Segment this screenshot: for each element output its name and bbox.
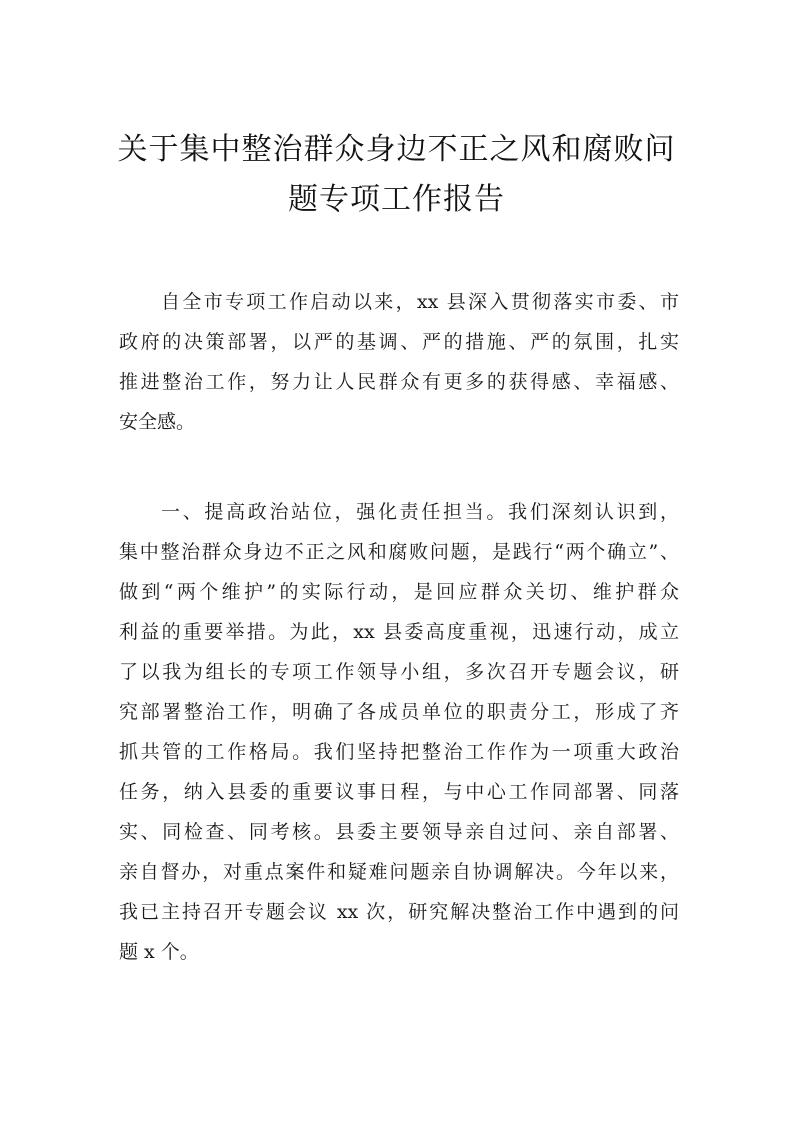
paragraph-line: 利益的重要举措。为此，xx 县委高度重视，迅速行动，成立 [119,621,679,643]
paragraph-line: 我已主持召开专题会议 xx 次，研究解决整治工作中遇到的问 [119,901,679,923]
paragraph-line: 了以我为组长的专项工作领导小组，多次召开专题会议，研 [119,661,679,683]
paragraph-line: 究部署整治工作，明确了各成员单位的职责分工，形成了齐 [119,701,679,723]
paragraph-line: 推进整治工作，努力让人民群众有更多的获得感、幸福感、 [119,371,679,393]
paragraph-section-1 [119,492,679,972]
paragraph-line: 做到“两个维护”的实际行动，是回应群众关切、维护群众 [119,581,679,603]
paragraph-line: 题 x 个。 [119,941,199,963]
document-title [100,125,693,225]
paragraph-line: 集中整治群众身边不正之风和腐败问题，是践行“两个确立”、 [119,541,679,563]
title-line-2: 题专项工作报告 [288,182,505,217]
paragraph-line: 一、提高政治站位，强化责任担当。我们深刻认识到， [161,501,679,523]
paragraph-line: 实、同检查、同考核。县委主要领导亲自过问、亲自部署、 [119,821,679,843]
paragraph-line: 政府的决策部署，以严的基调、严的措施、严的氛围，扎实 [119,331,679,353]
paragraph-intro [119,282,679,442]
paragraph-line: 自全市专项工作启动以来，xx 县深入贯彻落实市委、市 [161,291,679,313]
title-line-1: 关于集中整治群众身边不正之风和腐败问 [117,132,676,167]
paragraph-line: 亲自督办，对重点案件和疑难问题亲自协调解决。今年以来， [119,861,679,883]
paragraph-line: 任务，纳入县委的重要议事日程，与中心工作同部署、同落 [119,781,679,803]
paragraph-line: 抓共管的工作格局。我们坚持把整治工作作为一项重大政治 [119,741,679,763]
paragraph-line: 安全感。 [119,411,196,433]
